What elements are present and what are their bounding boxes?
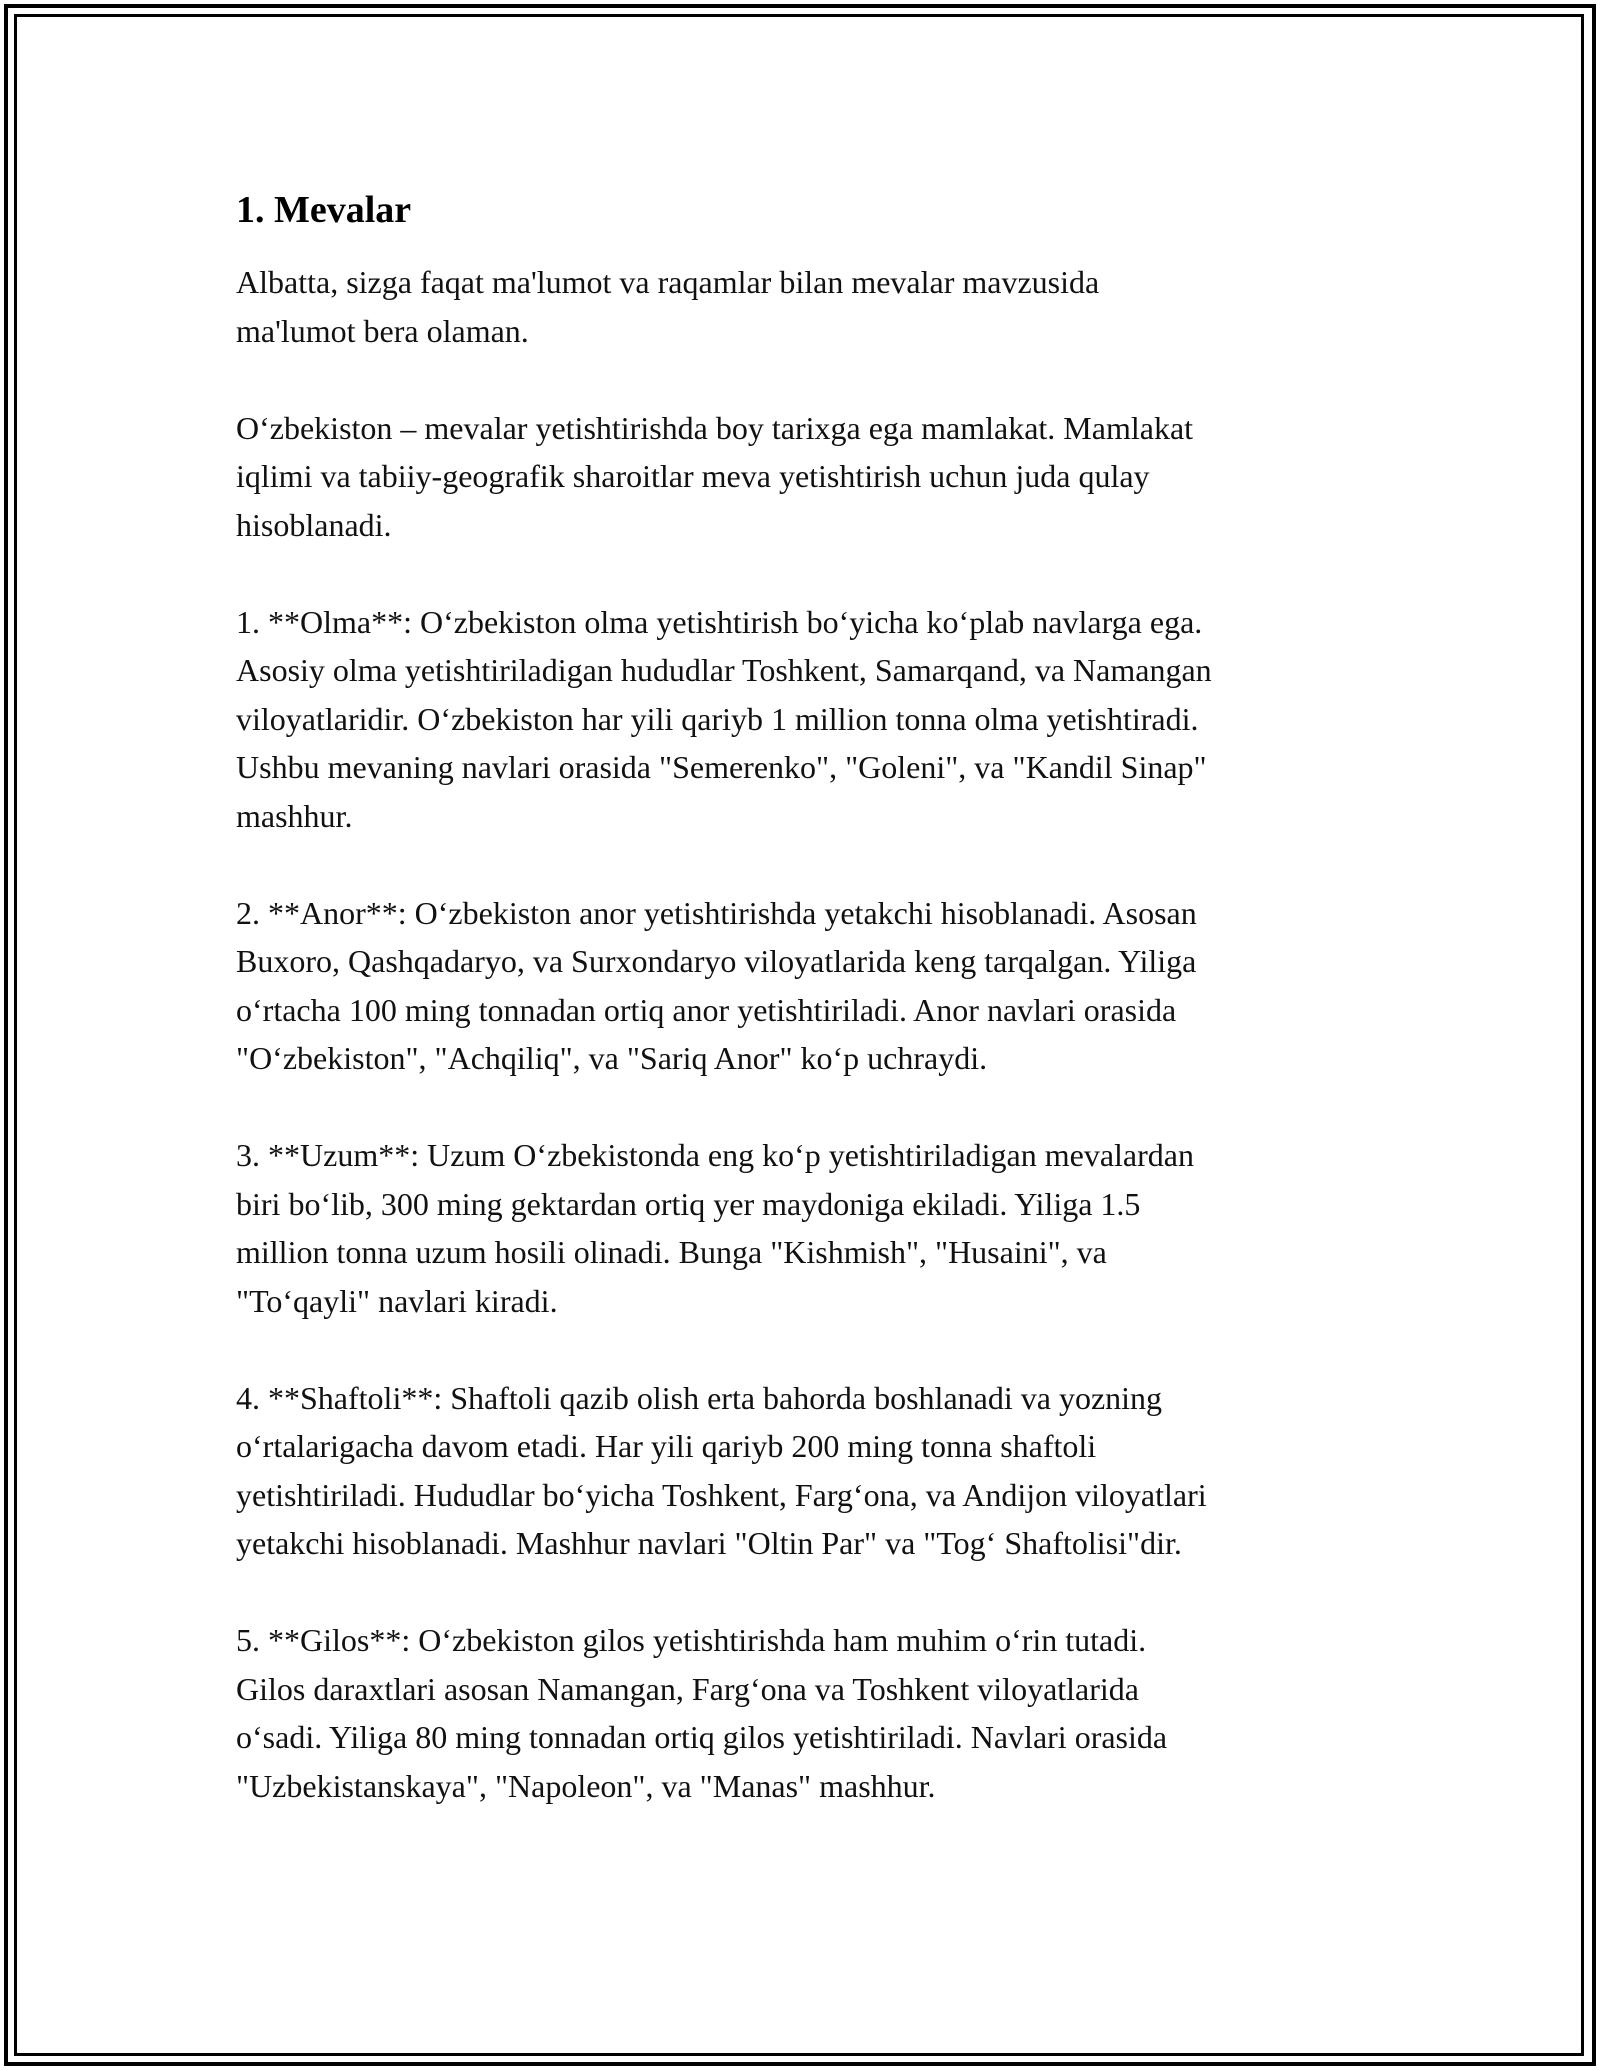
intro-paragraph: Albatta, sizga faqat ma'lumot va raqamlar bilan mevalar mavzusida ma'lumot bera olaman. [236,264,1100,349]
document-body [236,186,1376,1859]
document-heading: 1. Mevalar [236,189,412,231]
list-item-shaftoli: 4. **Shaftoli**: Shaftoli qazib olish erta bahorda boshlanadi va yozning o‘rtalarigacha davom etadi. Har yili qariyb 200 ming tonna shaftoli yetishtiriladi. Hududlar bo‘yicha Toshkent, Farg‘ona, va Andijon viloyatlari yetakchi hisoblanadi. Mashhur navlari "Oltin Par" va "Tog‘ Shaftolisi"dir. [236,1379,1207,1561]
overview-paragraph: O‘zbekiston – mevalar yetishtirishda boy tarixga ega mamlakat. Mamlakat iqlimi va tabiiy-geografik sharoitlar meva yetishtirish uchun juda qulay hisoblanadi. [236,409,1194,543]
list-item-anor: 2. **Anor**: O‘zbekiston anor yetishtirishda yetakchi hisoblanadi. Asosan Buxoro, Qashqadaryo, va Surxondaryo viloyatlarida keng tarqalgan. Yiliga o‘rtacha 100 ming tonnadan ortiq anor yetishtiriladi. Anor navlari orasida "O‘zbekiston", "Achqiliq", va "Sariq Anor" ko‘p uchraydi. [236,894,1197,1076]
list-item-gilos: 5. **Gilos**: O‘zbekiston gilos yetishtirishda ham muhim o‘rin tutadi. Gilos daraxtlari asosan Namangan, Farg‘ona va Toshkent viloyatlarida o‘sadi. Yiliga 80 ming tonnadan ortiq gilos yetishtiriladi. Navlari orasida "Uzbekistanskaya", "Napoleon", va "Manas" mashhur. [236,1622,1168,1804]
list-item-olma: 1. **Olma**: O‘zbekiston olma yetishtirish bo‘yicha ko‘plab navlarga ega. Asosiy olma yetishtiriladigan hududlar Toshkent, Samarqand, va Namangan viloyatlaridir. O‘zbekiston har yili qariyb 1 million tonna olma yetishtiradi. Ushbu mevaning navlari orasida "Semerenko", "Goleni", va "Kandil Sinap" mashhur. [236,603,1212,834]
list-item-uzum: 3. **Uzum**: Uzum O‘zbekistonda eng ko‘p yetishtiriladigan mevalardan biri bo‘lib, 300 ming gektardan ortiq yer maydoniga ekiladi. Yiliga 1.5 million tonna uzum hosili olinadi. Bunga "Kishmish", "Husaini", va "To‘qayli" navlari kiradi. [236,1137,1194,1319]
